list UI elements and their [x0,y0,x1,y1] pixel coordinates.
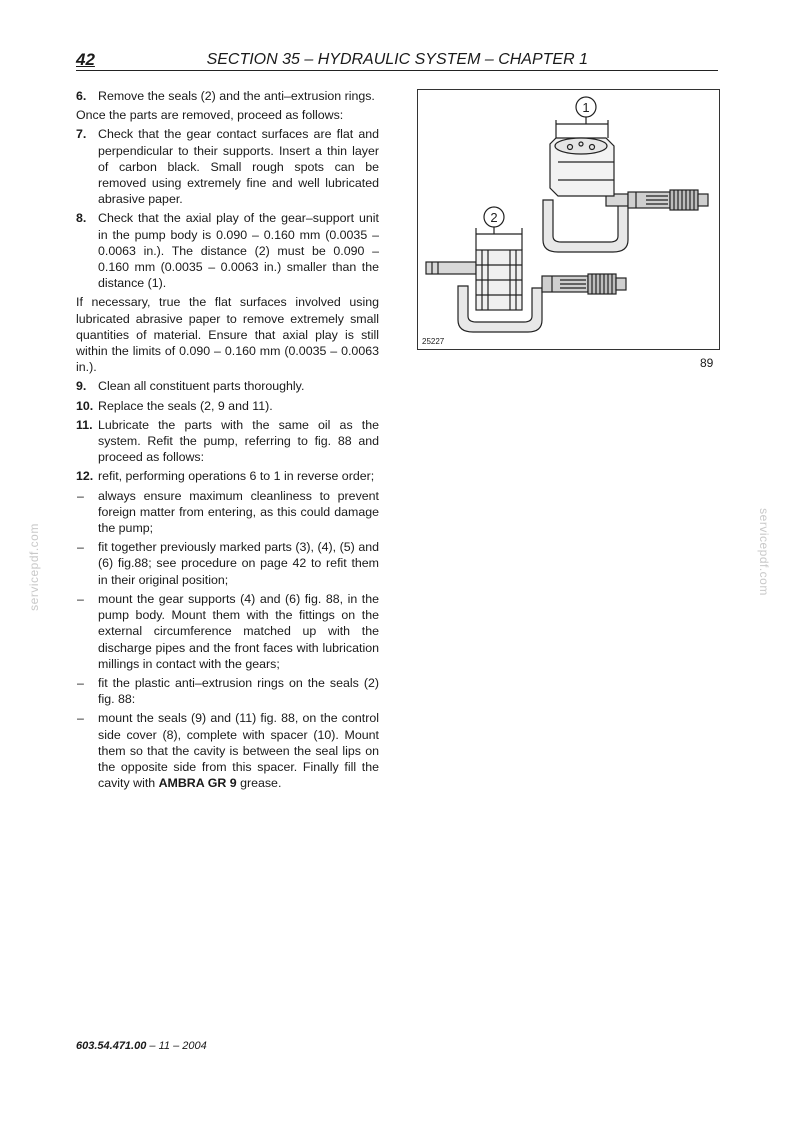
watermark-left: servicepdf.com [26,523,41,611]
bullet-text: mount the gear supports (4) and (6) fig. 88, in the pump body. Mount them with the fittings on the external circumference matched up with the discharge pipes and the front faces with lubrication millings in contact with the gears; [98,591,379,671]
step-text: Remove the seals (2) and the anti–extrusion rings. [98,89,375,103]
callout-label-1: 1 [582,100,590,115]
header-rule [76,70,718,71]
step-number: 10. [76,398,94,413]
upper-micrometer-icon [543,120,708,252]
figure-code: 25227 [422,337,445,346]
grease-name: AMBRA GR 9 [158,776,237,791]
step-9 [76,378,379,394]
step-number: 11. [76,417,93,432]
step-10 [76,398,379,414]
step-number: 6. [76,89,87,103]
bullet-text: fit the plastic anti–extrusion rings on the seals (2) fig. 88: [98,675,379,707]
bullet-dash: – [77,591,84,606]
bullet-text-before: mount the seals (9) and (11) fig. 88, on the control side cover (8), complete with spacer (10). Mount them so that the cavity is between the seal lips on the opposite side from this spacer. Finally fill the cavity with [98,711,379,791]
bullet-item [76,591,379,672]
bullet-dash: – [77,711,84,726]
step-text: Check that the axial play of the gear–support unit in the pump body is 0.090 – 0.160 mm (0.0035 – 0.0063 in.). The distance (2) must be 0.090 – 0.160 mm (0.0035 – 0.0063 in.) smaller than the distance (1). [98,211,379,291]
bullet-dash: – [77,540,84,555]
step-number: 7. [76,127,87,142]
body-text-column [76,88,379,794]
step-number: 9. [76,379,87,394]
callout-label-2: 2 [490,210,498,225]
bullet-dash: – [77,675,84,690]
bullet-dash: – [77,488,84,503]
step-7 [76,126,379,207]
bullet-item [76,710,379,791]
bullet-text-after: grease. [236,776,282,791]
step-11 [76,417,379,466]
watermark-right: servicepdf.com [756,508,771,596]
step-number: 12. [76,469,94,484]
figure-89 [417,89,720,350]
page-number: 42 [76,50,95,69]
document-date: – 11 – 2004 [146,1040,207,1052]
step-6 [76,88,379,104]
step-text: Check that the gear contact surfaces are flat and perpendicular to their supports. Insert a thin layer of carbon black. Small rough spots can be removed using extremely fine and well lubricated abrasive paper. [98,127,379,207]
bullet-item [76,675,379,707]
step-12 [76,468,379,484]
step-text: Lubricate the parts with the same oil as the system. Refit the pump, referring to fig. 88 and proceed as follows: [98,417,379,465]
bullet-item [76,488,379,537]
figure-number: 89 [700,356,714,370]
page-footer [76,1040,207,1052]
step-text: Replace the seals (2, 9 and 11). [98,398,273,413]
page-header [76,50,718,70]
bullet-text: fit together previously marked parts (3), (4), (5) and (6) fig.88; see procedure on page 42 to refit them in their original position; [98,540,379,587]
micrometer-illustration [418,90,719,349]
note-paragraph: If necessary, true the flat surfaces involved using lubricated abrasive paper to remove extremely small quantities of material. Ensure that axial play is still within the limits of 0.090 – 0.160 mm (0.0035 – 0.0063 in.). [76,295,379,375]
bullet-text [98,711,379,790]
step-text: refit, performing operations 6 to 1 in reverse order; [98,469,375,484]
bullet-item [76,539,379,588]
bullet-text: always ensure maximum cleanliness to prevent foreign matter from entering, as this could damage the pump; [98,488,379,536]
document-code: 603.54.471.00 [76,1040,147,1052]
intro-paragraph: Once the parts are removed, proceed as follows: [76,108,344,123]
step-number: 8. [76,211,87,226]
step-text: Clean all constituent parts thoroughly. [98,379,305,394]
section-title: SECTION 35 – HYDRAULIC SYSTEM – CHAPTER 1 [206,51,588,68]
step-8 [76,210,379,291]
